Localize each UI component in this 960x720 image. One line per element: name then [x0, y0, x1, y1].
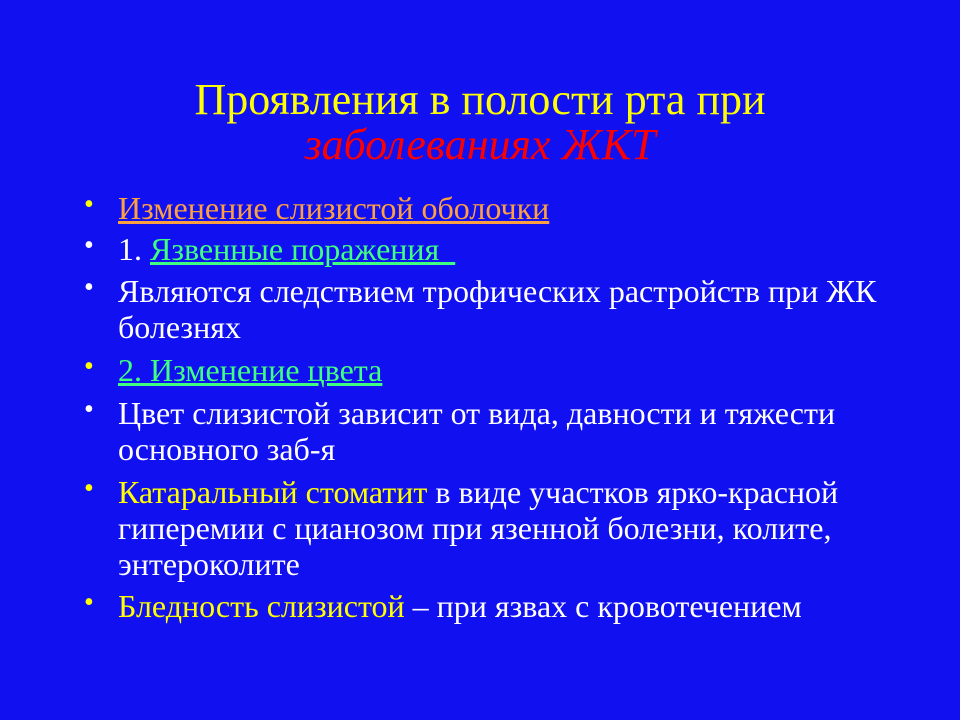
bullet-dot-icon: •	[84, 230, 94, 261]
catarrhal-highlight: Катаральный стоматит	[118, 474, 428, 510]
bullet-item-catarrhal	[0, 474, 960, 582]
bullet-dot-icon: •	[84, 473, 94, 504]
bullet-item-trophic	[0, 273, 960, 345]
mucosa-change-link[interactable]: Изменение слизистой оболочки	[118, 190, 550, 226]
bullet-item-mucosa-change	[0, 190, 960, 226]
bullet-item-pallor	[0, 588, 960, 624]
bullet-item-ulcer	[0, 231, 960, 267]
title-line-1: Проявления в полости рта при	[194, 75, 766, 124]
trophic-text: Являются следствием трофических растройств при ЖК болезнях	[118, 273, 877, 345]
bullet-item-mucosa-color	[0, 395, 960, 467]
bullet-dot-icon: •	[84, 351, 94, 382]
ulcer-lesions-link[interactable]: Язвенные поражения	[150, 231, 456, 267]
bullet-dot-icon: •	[84, 272, 94, 303]
mucosa-color-text: Цвет слизистой зависит от вида, давности и тяжести основного заб-я	[118, 395, 836, 467]
pallor-highlight: Бледность слизистой	[118, 588, 405, 624]
slide-title	[0, 75, 960, 169]
pallor-text: – при язвах с кровотечением	[404, 588, 802, 624]
bullet-dot-icon: •	[84, 587, 94, 618]
bullet-list	[0, 190, 960, 624]
title-line-2: заболеваниях ЖКТ	[304, 120, 656, 169]
bullet-dot-icon: •	[84, 394, 94, 425]
bullet-item-color-change	[0, 352, 960, 388]
bullet-dot-icon: •	[84, 189, 94, 220]
ulcer-prefix: 1.	[118, 231, 150, 267]
catarrhal-text: в виде участков ярко-красной гиперемии с цианозом при язенной болезни, колите, энтероколите	[118, 474, 839, 582]
color-change-link[interactable]: 2. Изменение цвета	[118, 352, 383, 388]
